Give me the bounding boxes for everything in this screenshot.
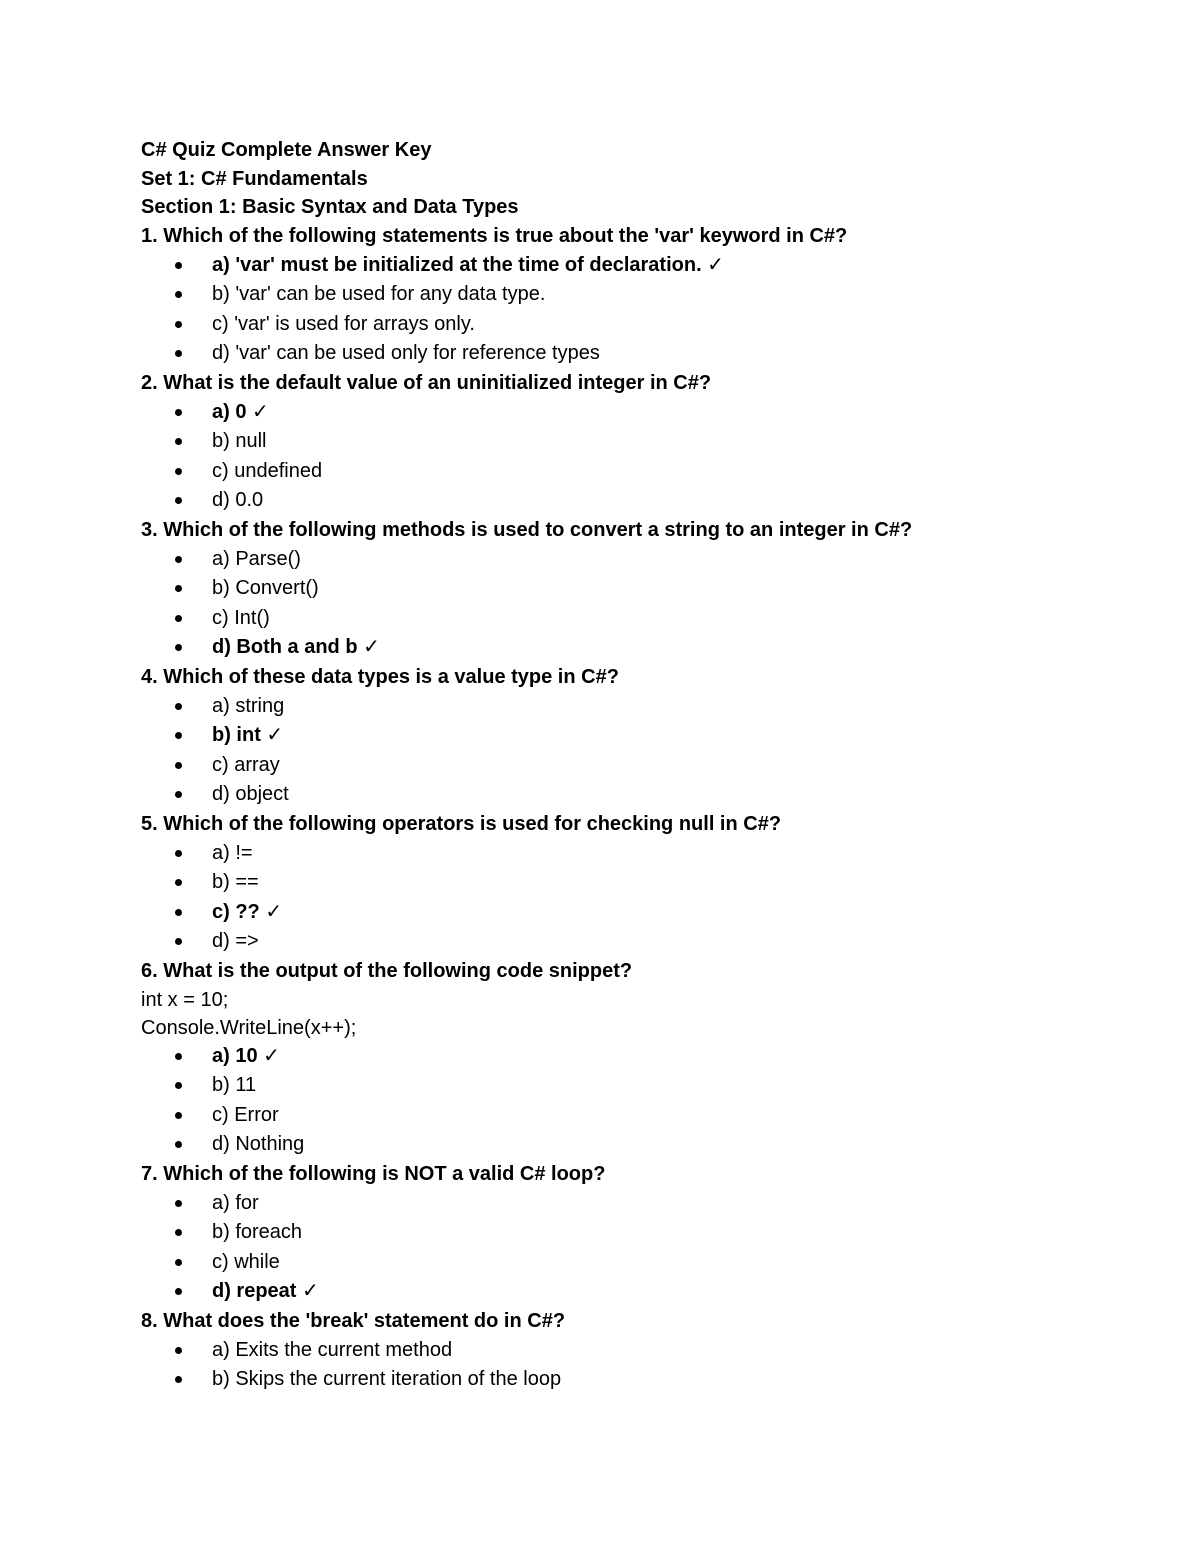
bullet-icon: [175, 1288, 182, 1295]
option-text: d) repeat: [212, 1280, 297, 1302]
option-list: [141, 549, 1101, 667]
option-item: [141, 490, 1101, 520]
option-list: [141, 255, 1101, 373]
bullet-icon: [175, 321, 182, 328]
bullet-icon: [175, 497, 182, 504]
option-item: [141, 784, 1101, 814]
checkmark-icon: ✓: [701, 253, 724, 276]
bullet-icon: [175, 850, 182, 857]
question-text: 4. Which of these data types is a value type in C#?: [141, 665, 619, 688]
option-text: b) 11: [212, 1074, 257, 1096]
option-list: [141, 843, 1101, 961]
option-text: b) int: [212, 724, 261, 746]
option-item: [141, 549, 1101, 579]
bullet-icon: [175, 1112, 182, 1119]
bullet-icon: [175, 262, 182, 269]
question-text: 7. Which of the following is NOT a valid C# loop?: [141, 1162, 606, 1185]
bullet-icon: [175, 1141, 182, 1148]
correct-option: [141, 637, 1101, 667]
document-body: [141, 140, 1101, 1399]
option-list: [141, 1046, 1101, 1164]
option-item: [141, 1193, 1101, 1223]
option-item: [141, 1369, 1101, 1399]
correct-option: [141, 255, 1101, 285]
bullet-icon: [175, 732, 182, 739]
option-item: [141, 284, 1101, 314]
bullet-icon: [175, 703, 182, 710]
option-text: b) null: [212, 430, 267, 452]
checkmark-icon: ✓: [257, 1044, 280, 1067]
bullet-icon: [175, 615, 182, 622]
checkmark-icon: ✓: [357, 636, 380, 658]
section-title: Section 1: Basic Syntax and Data Types: [141, 196, 519, 218]
bullet-icon: [175, 556, 182, 563]
checkmark-icon: ✓: [246, 400, 269, 423]
option-text: b) 'var' can be used for any data type.: [212, 283, 546, 305]
option-text: c) Error: [212, 1103, 279, 1126]
option-text: c) 'var' is used for arrays only.: [212, 312, 475, 335]
bullet-icon: [175, 1347, 182, 1354]
checkmark-icon: ✓: [259, 900, 283, 923]
option-text: a) for: [212, 1191, 259, 1214]
bullet-icon: [175, 1376, 182, 1383]
correct-option: [141, 902, 1101, 932]
option-item: [141, 872, 1101, 902]
option-text: d) 0.0: [212, 489, 264, 511]
option-list: [141, 696, 1101, 814]
option-item: [141, 1134, 1101, 1164]
document-title: C# Quiz Complete Answer Key: [141, 139, 432, 161]
bullet-icon: [175, 938, 182, 945]
option-item: [141, 931, 1101, 961]
correct-option: [141, 1281, 1101, 1311]
correct-option: [141, 1046, 1101, 1076]
option-item: [141, 431, 1101, 461]
option-item: [141, 343, 1101, 373]
option-text: c) array: [212, 753, 280, 776]
bullet-icon: [175, 909, 182, 916]
option-text: c) undefined: [212, 459, 323, 482]
bullet-icon: [175, 1259, 182, 1266]
option-item: [141, 461, 1101, 491]
bullet-icon: [175, 291, 182, 298]
question-text: 2. What is the default value of an uninitialized integer in C#?: [141, 371, 712, 394]
option-text: d) Nothing: [212, 1133, 305, 1155]
option-text: a) string: [212, 694, 285, 717]
option-item: [141, 843, 1101, 873]
bullet-icon: [175, 762, 182, 769]
option-text: a) Parse(): [212, 547, 301, 570]
bullet-icon: [175, 1229, 182, 1236]
option-text: d) =>: [212, 930, 259, 952]
option-item: [141, 608, 1101, 638]
option-text: d) Both a and b: [212, 636, 358, 658]
option-item: [141, 578, 1101, 608]
bullet-icon: [175, 350, 182, 357]
option-item: [141, 696, 1101, 726]
correct-option: [141, 725, 1101, 755]
option-text: a) 10: [212, 1044, 258, 1067]
option-text: c) ??: [212, 900, 260, 923]
option-item: [141, 1075, 1101, 1105]
option-item: [141, 1222, 1101, 1252]
code-line: Console.WriteLine(x++);: [141, 1016, 357, 1039]
bullet-icon: [175, 409, 182, 416]
question-text: 8. What does the 'break' statement do in C#?: [141, 1309, 566, 1332]
option-text: b) ==: [212, 871, 259, 893]
bullet-icon: [175, 1082, 182, 1089]
correct-option: [141, 402, 1101, 432]
bullet-icon: [175, 1053, 182, 1060]
option-item: [141, 314, 1101, 344]
question-text: 6. What is the output of the following code snippet?: [141, 959, 633, 982]
option-text: c) while: [212, 1250, 280, 1273]
question-list: [141, 226, 1101, 1399]
option-list: [141, 1340, 1101, 1399]
bullet-icon: [175, 644, 182, 651]
checkmark-icon: ✓: [296, 1280, 319, 1302]
option-text: b) foreach: [212, 1221, 303, 1243]
set-title: Set 1: C# Fundamentals: [141, 167, 368, 190]
bullet-icon: [175, 468, 182, 475]
option-text: d) 'var' can be used only for reference types: [212, 342, 600, 364]
option-text: a) 0: [212, 400, 247, 423]
option-text: b) Convert(): [212, 577, 319, 599]
bullet-icon: [175, 879, 182, 886]
option-item: [141, 1340, 1101, 1370]
option-text: a) Exits the current method: [212, 1338, 453, 1361]
code-line: int x = 10;: [141, 988, 229, 1011]
question-text: 1. Which of the following statements is true about the 'var' keyword in C#?: [141, 224, 848, 247]
option-list: [141, 402, 1101, 520]
option-text: c) Int(): [212, 606, 270, 629]
question-text: 5. Which of the following operators is used for checking null in C#?: [141, 812, 782, 835]
bullet-icon: [175, 791, 182, 798]
bullet-icon: [175, 585, 182, 592]
option-text: a) !=: [212, 841, 253, 864]
option-text: a) 'var' must be initialized at the time of declaration.: [212, 253, 702, 276]
option-item: [141, 1252, 1101, 1282]
option-list: [141, 1193, 1101, 1311]
option-text: b) Skips the current iteration of the loop: [212, 1368, 562, 1390]
question-text: 3. Which of the following methods is used to convert a string to an integer in C#?: [141, 518, 913, 541]
option-text: d) object: [212, 783, 289, 805]
option-item: [141, 755, 1101, 785]
bullet-icon: [175, 1200, 182, 1207]
checkmark-icon: ✓: [260, 724, 284, 746]
bullet-icon: [175, 438, 182, 445]
option-item: [141, 1105, 1101, 1135]
